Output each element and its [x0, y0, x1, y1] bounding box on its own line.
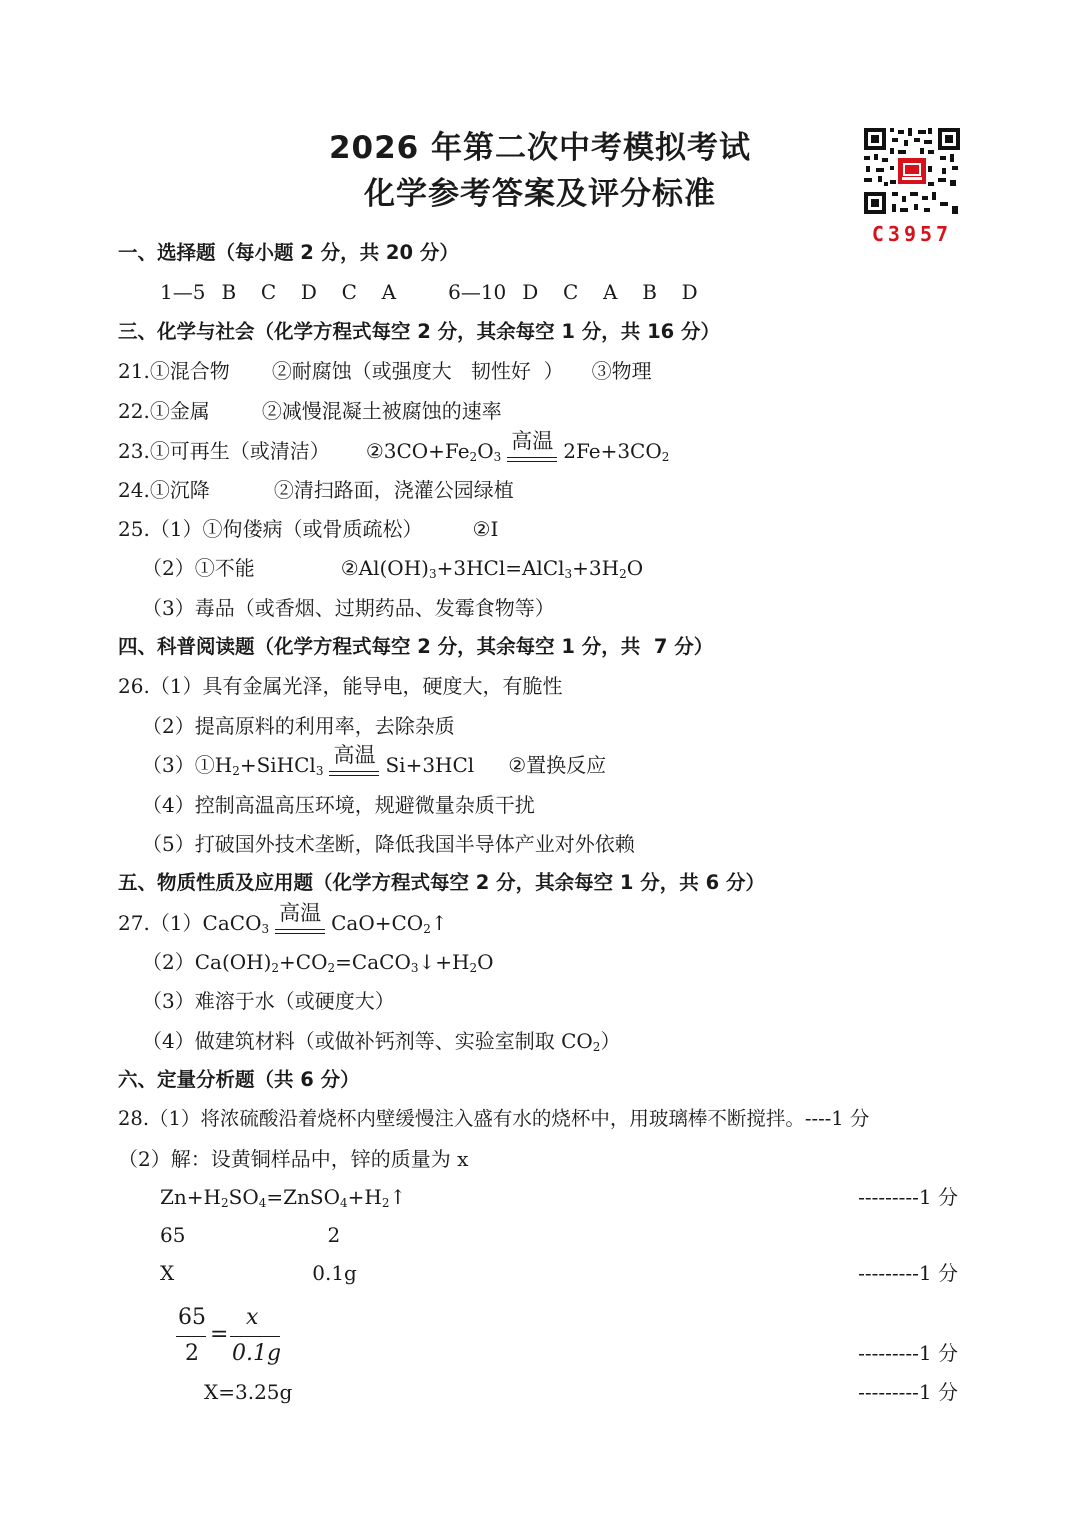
answer-26-3 — [142, 743, 1020, 780]
condition-high-temp: 高温 — [507, 436, 557, 466]
q-num: 27. — [118, 911, 150, 935]
part-num: （5） — [142, 832, 195, 856]
choice-answers-1: B C D C A — [221, 280, 397, 304]
part-num: （4） — [142, 793, 195, 817]
answer-text: 提高原料的利用率，去除杂质 — [194, 714, 455, 738]
answer-text: 控制高温高压环境，规避微量杂质干扰 — [194, 793, 535, 817]
part-num: （1） — [149, 517, 203, 541]
condition-high-temp: 高温 — [329, 750, 379, 780]
section-heading-properties: 五、物质性质及应用题（化学方程式每空 2 分，其余每空 1 分，共 6 分） — [118, 871, 765, 894]
answer-28-2: （2）解：设黄铜样品中，锌的质量为 x — [118, 1147, 469, 1171]
part-num: （1） — [149, 911, 203, 935]
part-num: （1） — [149, 674, 203, 698]
q-num: 25. — [118, 517, 150, 541]
answer-text: ②耐腐蚀（或强度大 韧性好 ） — [271, 359, 564, 383]
answer-27-3 — [142, 986, 1020, 1016]
part-num: （3） — [142, 989, 195, 1013]
answer-text: ①混合物 — [149, 359, 230, 383]
answer-text: ①沉降 — [149, 478, 210, 502]
equation: $②3CO+Fe_2O_3$ 高温 $2Fe+3CO_2$ — [365, 429, 670, 464]
molar-mass-row: 65 2 — [160, 1223, 341, 1247]
part-num: （3） — [142, 596, 195, 620]
q-num: 24. — [118, 478, 150, 502]
equation: CaCO$_3$ 高温 $CaO+CO_2↑$ — [202, 901, 448, 936]
part-num: （3） — [142, 753, 195, 777]
answer-text: ③物理 — [591, 359, 652, 383]
reaction-equation: $Zn+H_2SO_4=ZnSO_4+H_2↑$ — [160, 1185, 407, 1210]
result-line: X=3.25g — [204, 1380, 293, 1404]
answer-text: ①金属 — [149, 399, 210, 423]
section-heading-society: 三、化学与社会（化学方程式每空 2 分，其余每空 1 分，共 16 分） — [118, 320, 721, 343]
proportion-fraction: 65 2 = x 0.1g — [178, 1305, 282, 1366]
answer-text: ②I — [472, 517, 499, 541]
mass-row: X 0.1g — [160, 1261, 357, 1285]
answer-26-4 — [142, 790, 1020, 820]
answer-text: 具有金属光泽，能导电，硬度大，有脆性 — [202, 674, 563, 698]
score-mark: ---------1 分 — [858, 1185, 958, 1209]
part-num: （4） — [142, 1029, 195, 1053]
q-num: 22. — [118, 399, 150, 423]
section-heading-reading: 四、科普阅读题（化学方程式每空 2 分，其余每空 1 分，共 7 分） — [118, 635, 714, 658]
exam-subtitle: 化学参考答案及评分标准 — [364, 176, 716, 212]
answer-26-5 — [142, 829, 1020, 859]
equation: $Ca(OH)_2+CO_2=CaCO_3↓+H_2O$ — [194, 950, 494, 975]
equation: $①H_2+SiHCl_3$ 高温 Si+3HCl — [194, 743, 475, 778]
answer-23 — [118, 429, 1020, 466]
q-num: 26. — [118, 674, 150, 698]
condition-high-temp: 高温 — [275, 908, 325, 938]
answer-25-2 — [142, 553, 1020, 583]
answer-26-2 — [142, 711, 1020, 741]
answer-25-1 — [118, 514, 1020, 544]
answer-text: ①佝偻病（或骨质疏松） — [202, 517, 423, 541]
answer-text: ②清扫路面，浇灌公园绿植 — [273, 478, 514, 502]
answer-22 — [118, 396, 1020, 426]
answer-25-3 — [142, 593, 1020, 623]
equation: $②Al(OH)_3+3HCl=AlCl_3+3H_2O$ — [340, 556, 644, 581]
part-num: （2） — [142, 714, 195, 738]
score-mark: ---------1 分 — [858, 1341, 958, 1365]
answer-text: ①可再生（或清洁） — [149, 439, 330, 463]
answer-text: 毒品（或香烟、过期药品、发霉食物等） — [194, 596, 555, 620]
answer-text: ②减慢混凝土被腐蚀的速率 — [261, 399, 502, 423]
paper-code: C3957 — [871, 222, 953, 246]
answer-24 — [118, 475, 1020, 505]
answer-text: 做建筑材料（或做补钙剂等、实验室制取 CO — [194, 1029, 593, 1053]
answer-28-1: 28.（1）将浓硫酸沿着烧杯内壁缓慢注入盛有水的烧杯中，用玻璃棒不断搅拌。----1 分 — [118, 1107, 870, 1130]
answer-21 — [118, 356, 1020, 386]
choice-range-2: 6—10 — [448, 280, 507, 304]
part-num: （2） — [142, 556, 195, 580]
qr-code-icon — [862, 126, 962, 216]
q-num: 21. — [118, 359, 150, 383]
exam-title: 2026 年第二次中考模拟考试 — [328, 130, 752, 166]
q-num: 23. — [118, 439, 150, 463]
answer-27-1 — [118, 901, 1020, 938]
answer-27-4: （4）做建筑材料（或做补钙剂等、实验室制取 $CO_2$） — [142, 1029, 621, 1054]
choice-answers-2: D C A B D — [522, 280, 698, 304]
score-mark: ---------1 分 — [858, 1380, 958, 1404]
answer-26-1 — [118, 671, 1020, 701]
section-heading-quantitative: 六、定量分析题（共 6 分） — [118, 1068, 360, 1091]
part-num: （2） — [142, 950, 195, 974]
choice-answers — [160, 277, 1020, 307]
answer-27-2 — [142, 947, 1020, 977]
score-mark: ---------1 分 — [858, 1261, 958, 1285]
answer-text: ①不能 — [194, 556, 255, 580]
answer-text: 打破国外技术垄断，降低我国半导体产业对外依赖 — [194, 832, 635, 856]
choice-range-1: 1—5 — [160, 280, 206, 304]
answer-text: 难溶于水（或硬度大） — [194, 989, 395, 1013]
answer-text: ②置换反应 — [508, 753, 607, 777]
section-heading-choice: 一、选择题（每小题 2 分，共 20 分） — [118, 241, 459, 264]
